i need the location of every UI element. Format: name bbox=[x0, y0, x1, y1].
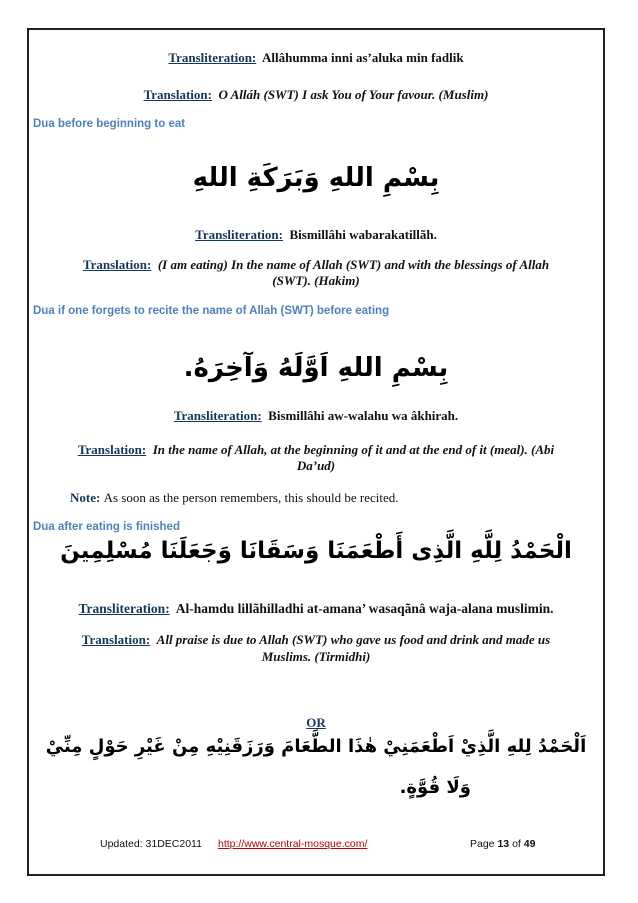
translit-line-4 bbox=[33, 601, 599, 617]
translit-label: Transliteration: bbox=[173, 408, 262, 423]
website-link[interactable]: http://www.central-mosque.com/ bbox=[218, 838, 368, 850]
arabic-bismillah-barakah: بِسْمِ اللهِ وَبَرَكَةِ اللهِ bbox=[192, 163, 440, 193]
translit-label: Transliteration: bbox=[168, 50, 257, 65]
translit-text: Allâhumma inni as’aluka min fadlik bbox=[262, 50, 464, 65]
transl-label: Translation: bbox=[143, 87, 212, 102]
note-label: Note: bbox=[70, 490, 101, 505]
heading-after-eating: Dua after eating is finished bbox=[33, 521, 180, 533]
or-label: OR bbox=[306, 715, 326, 730]
transl-line-3b: Da’ud) bbox=[296, 458, 336, 473]
arabic-alhamdulillah-at-amani-line1: اَلْحَمْدُ لِلهِ الَّذِيْ اَطْعَمَنِيْ هٰذَا الطَّعَامَ وَرَزَقَنِيْهِ مِنْ غَيْرِ حَوْلٍ مِنِّيْ bbox=[45, 736, 587, 757]
transl-text: (I am eating) In the name of Allah (SWT) and with the blessings of Allah bbox=[157, 257, 550, 272]
transl-text: All praise is due to Allah (SWT) who gave us food and drink and made us bbox=[156, 632, 551, 647]
transl-line-4a bbox=[33, 632, 599, 648]
translit-label: Transliteration: bbox=[195, 227, 283, 242]
translit-text: Bismillâhi aw-walahu wa âkhirah. bbox=[268, 408, 459, 423]
transl-label: Translation: bbox=[81, 632, 151, 647]
translit-line-1 bbox=[33, 50, 599, 66]
arabic-bismillah-awwalahu: بِسْمِ اللهِ اَوَّلَهُ وَآخِرَهُ. bbox=[183, 353, 449, 383]
translit-text: Al-hamdu lillãhilladhi at-amana’ wasaqãnâ waja-alana muslimin. bbox=[175, 601, 554, 616]
translit-label: Transliteration: bbox=[78, 601, 170, 616]
translit-text: Bismillâhi wabarakatillãh. bbox=[289, 227, 437, 242]
transl-line-1 bbox=[33, 87, 599, 103]
arabic-alhamdulillah-atamana: الْحَمْدُ لِلَّهِ الَّذِى أَطْعَمَنَا وَسَقَانَا وَجَعَلَنَا مُسْلِمِينَ bbox=[60, 538, 572, 564]
note-line bbox=[70, 490, 399, 506]
heading-forgot-bismillah: Dua if one forgets to recite the name of Allah (SWT) before eating bbox=[33, 305, 390, 317]
footer-url[interactable] bbox=[218, 838, 367, 850]
translit-line-2 bbox=[33, 227, 599, 243]
or-separator bbox=[33, 714, 599, 732]
transl-line-4b: Muslims. (Tirmidhi) bbox=[261, 649, 371, 664]
footer-updated: Updated: 31DEC2011 bbox=[100, 838, 202, 850]
transl-line-2b: (SWT). (Hakim) bbox=[272, 273, 360, 288]
translit-line-3 bbox=[33, 408, 599, 424]
page-of: of bbox=[512, 838, 521, 850]
footer-page bbox=[470, 838, 535, 850]
transl-text: O Alláh (SWT) I ask You of Your favour. (Muslim) bbox=[218, 87, 489, 102]
arabic-alhamdulillah-at-amani-line2: وَلَا قُوَّةٍ. bbox=[399, 777, 471, 798]
page-total: 49 bbox=[523, 838, 536, 850]
page-number: 13 bbox=[497, 838, 510, 850]
transl-label: Translation: bbox=[82, 257, 152, 272]
transl-line-3a bbox=[33, 442, 599, 458]
transl-label: Translation: bbox=[77, 442, 147, 457]
heading-before-eating: Dua before beginning to eat bbox=[33, 118, 186, 130]
page-prefix: Page bbox=[470, 838, 495, 850]
transl-line-2a bbox=[33, 257, 599, 273]
transl-text: In the name of Allah, at the beginning of it and at the end of it (meal). (Abi bbox=[152, 442, 555, 457]
note-text: As soon as the person remembers, this should be recited. bbox=[103, 490, 399, 505]
